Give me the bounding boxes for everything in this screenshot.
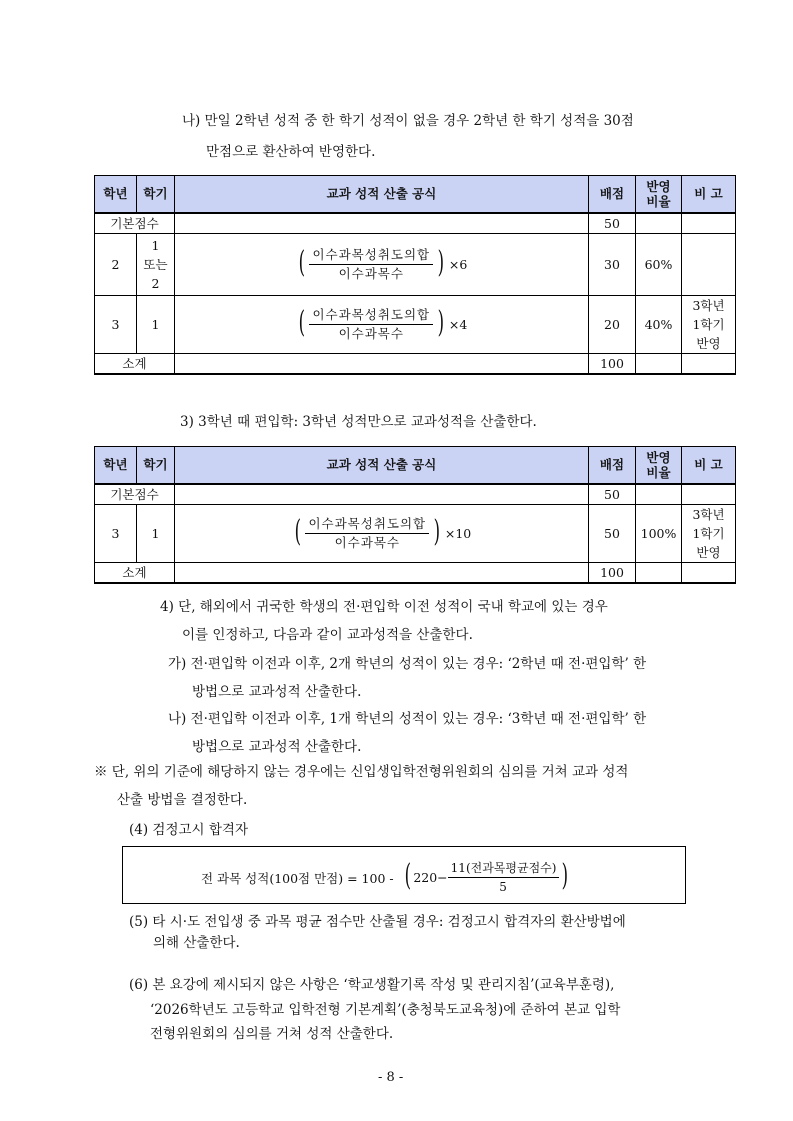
right-paren: ) <box>433 514 441 549</box>
row-ratio: 100% <box>636 505 682 563</box>
multiplier: ×4 <box>448 317 468 332</box>
row-semester: 1 <box>137 296 175 354</box>
ged-formula-box <box>122 846 686 904</box>
paragraph-4-ga-line1: 가) 전·편입학 이전과 이후, 2개 학년의 성적이 있는 경우: ‘2학년 때 전·편입학’ 한 <box>168 656 647 672</box>
semester-line3: 2 <box>151 276 160 291</box>
base-score-label: 기본점수 <box>95 484 175 505</box>
paragraph-4-na-line2: 방법으로 교과성적 산출한다. <box>192 739 362 755</box>
row-formula <box>175 234 589 296</box>
paragraph-4-ga-line2: 방법으로 교과성적 산출한다. <box>192 684 362 700</box>
paragraph-na-line1: 나) 만일 2학년 성적 중 한 학기 성적이 없을 경우 2학년 한 학기 성적을 30점 <box>182 113 634 129</box>
section-6-line2: ‘2026학년도 고등학교 입학전형 기본계획’(충청북도교육청)에 준하여 본교 입학 <box>150 1002 621 1018</box>
header-year: 학년 <box>95 176 137 213</box>
subtotal-points: 100 <box>589 354 636 375</box>
page-number: - 8 - <box>378 1070 404 1085</box>
note-line1: ※ 단, 위의 기준에 해당하지 않는 경우에는 신입생입학전형위원회의 심의를 거쳐 교과 성적 <box>94 764 629 780</box>
header-formula: 교과 성적 산출 공식 <box>175 176 589 213</box>
header-ratio-line1: 반영 <box>646 178 671 194</box>
fraction-formula <box>292 516 472 551</box>
grade-table-1 <box>94 175 736 375</box>
header-note: 비 고 <box>682 447 736 484</box>
note-line1: 3학년 <box>692 507 725 522</box>
grade-table-2 <box>94 446 736 584</box>
paragraph-na-line2: 만점으로 환산하여 반영한다. <box>206 144 376 160</box>
row-year: 3 <box>95 505 137 563</box>
left-paren: ( <box>294 514 301 549</box>
row-ratio: 60% <box>636 234 682 296</box>
section-5-line1: (5) 타 시·도 전입생 중 과목 평균 점수만 산출될 경우: 검정고시 합격자의 환산방법에 <box>129 914 626 930</box>
row-ratio: 40% <box>636 296 682 354</box>
row-note <box>682 234 736 296</box>
formula-left: 전 과목 성적(100점 만점) = 100 - <box>201 870 394 886</box>
row-note <box>682 505 736 563</box>
denominator: 이수과목수 <box>338 266 404 281</box>
base-score-points: 50 <box>589 213 636 234</box>
formula-numerator: 11(전과목평균점수) <box>448 860 560 878</box>
left-paren: ( <box>298 245 305 280</box>
fraction-formula <box>296 307 468 342</box>
header-ratio-line2: 비율 <box>646 193 671 209</box>
note-line3: 반영 <box>696 336 721 351</box>
row-formula <box>175 505 589 563</box>
semester-line2: 또는 <box>143 257 168 272</box>
subtotal-label: 소계 <box>95 563 175 584</box>
formula-const: 220− <box>413 870 448 885</box>
header-ratio-line1: 반영 <box>646 449 671 465</box>
row-semester <box>137 234 175 296</box>
base-score-points: 50 <box>589 484 636 505</box>
right-paren: ) <box>437 245 445 280</box>
right-paren: ) <box>437 305 445 340</box>
header-note: 비 고 <box>682 176 736 213</box>
note-line2: 산출 방법을 결정한다. <box>117 792 248 808</box>
semester-line1: 1 <box>151 238 160 253</box>
denominator: 이수과목수 <box>338 326 404 341</box>
numerator: 이수과목성취도의합 <box>309 307 433 325</box>
header-formula: 교과 성적 산출 공식 <box>175 447 589 484</box>
left-paren: ( <box>404 858 411 893</box>
row-points: 20 <box>589 296 636 354</box>
denominator: 이수과목수 <box>334 535 400 550</box>
row-formula <box>175 296 589 354</box>
section-4-title: (4) 검정고시 합격자 <box>129 822 248 838</box>
row-points: 30 <box>589 234 636 296</box>
ged-formula <box>201 860 571 895</box>
paragraph-3: 3) 3학년 때 편입학: 3학년 성적만으로 교과성적을 산출한다. <box>180 414 537 430</box>
header-ratio-line2: 비율 <box>646 464 671 480</box>
header-points: 배점 <box>589 447 636 484</box>
numerator: 이수과목성취도의합 <box>309 247 433 265</box>
note-line2: 1학기 <box>692 317 725 332</box>
header-ratio <box>636 447 682 484</box>
paragraph-4-line1: 4) 단, 해외에서 귀국한 학생의 전·편입학 이전 성적이 국내 학교에 있는 경우 <box>160 599 608 615</box>
paragraph-4-line2: 이를 인정하고, 다음과 같이 교과성적을 산출한다. <box>182 627 473 643</box>
header-semester: 학기 <box>137 447 175 484</box>
fraction-formula <box>296 247 468 282</box>
note-line1: 3학년 <box>692 298 725 313</box>
row-points: 50 <box>589 505 636 563</box>
header-ratio <box>636 176 682 213</box>
subtotal-label: 소계 <box>95 354 175 375</box>
base-score-formula <box>175 213 589 234</box>
paragraph-4-na-line1: 나) 전·편입학 이전과 이후, 1개 학년의 성적이 있는 경우: ‘3학년 때 전·편입학’ 한 <box>168 711 647 727</box>
header-year: 학년 <box>95 447 137 484</box>
section-6-line1: (6) 본 요강에 제시되지 않은 사항은 ‘학교생활기록 작성 및 관리지침’(교육부훈령), <box>129 977 615 993</box>
row-year: 2 <box>95 234 137 296</box>
multiplier: ×6 <box>448 257 468 272</box>
formula-denominator: 5 <box>499 880 508 894</box>
numerator: 이수과목성취도의합 <box>305 516 429 534</box>
multiplier: ×10 <box>444 526 472 541</box>
note-line2: 1학기 <box>692 526 725 541</box>
row-year: 3 <box>95 296 137 354</box>
row-note <box>682 296 736 354</box>
left-paren: ( <box>298 305 305 340</box>
section-5-line2: 의해 산출한다. <box>153 935 240 951</box>
section-6-line3: 전형위원회의 심의를 거쳐 성적 산출한다. <box>150 1026 394 1042</box>
header-semester: 학기 <box>137 176 175 213</box>
header-points: 배점 <box>589 176 636 213</box>
right-paren: ) <box>562 858 569 893</box>
note-line3: 반영 <box>696 545 721 560</box>
subtotal-points: 100 <box>589 563 636 584</box>
base-score-label: 기본점수 <box>95 213 175 234</box>
row-semester: 1 <box>137 505 175 563</box>
